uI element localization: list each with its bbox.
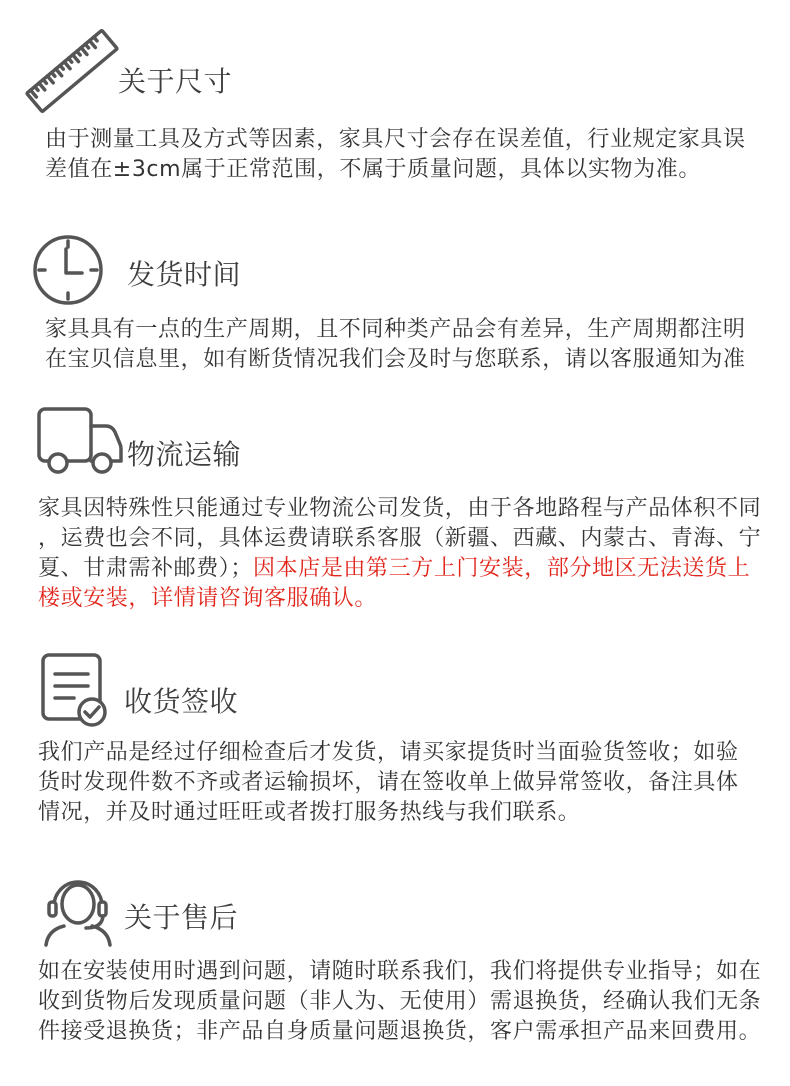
highlight-notice: 楼或安装，详情请咨询客服确认。 bbox=[38, 586, 378, 611]
body-line: 家具具有一点的生产周期，且不同种类产品会有差异，生产周期都注明 bbox=[45, 317, 746, 342]
body-line: 差值在±3cm属于正常范围，不属于质量问题，具体以实物为准。 bbox=[45, 157, 701, 182]
document-check-icon bbox=[40, 652, 110, 728]
body-line bbox=[38, 584, 761, 614]
body-line: 家具因特殊性只能通过专业物流公司发货，由于各地路程与产品体积不同 bbox=[38, 496, 762, 521]
body-text: 夏、甘肃需补邮费）； bbox=[38, 556, 254, 581]
body-line: ，运费也会不同，具体运费请联系客服（新疆、西藏、内蒙古、青海、宁 bbox=[38, 526, 762, 551]
section-body bbox=[45, 315, 746, 375]
customer-service-icon bbox=[40, 866, 115, 946]
body-line: 如在安装使用时遇到问题，请随时联系我们，我们将提供专业指导；如在 bbox=[38, 959, 762, 984]
section-body bbox=[38, 957, 761, 1047]
section-title: 收货签收 bbox=[124, 685, 239, 718]
body-line: 在宝贝信息里，如有断货情况我们会及时与您联系，请以客服通知为准 bbox=[45, 347, 746, 372]
body-line bbox=[38, 554, 761, 584]
section-body bbox=[38, 494, 761, 614]
section-body bbox=[45, 125, 746, 185]
body-line: 件接受退换货；非产品自身质量问题退换货，客户需承担产品来回费用。 bbox=[38, 1019, 762, 1044]
body-line: 收到货物后发现质量问题（非人为、无使用）需退换货，经确认我们无条 bbox=[38, 989, 762, 1014]
body-line: 货时发现件数不齐或者运输损坏，请在签收单上做异常签收，备注具体 bbox=[38, 770, 739, 795]
body-line: 我们产品是经过仔细检查后才发货，请买家提货时当面验货签收；如验 bbox=[38, 740, 739, 765]
section-title: 关于售后 bbox=[124, 901, 239, 934]
truck-icon bbox=[36, 406, 124, 476]
section-title: 关于尺寸 bbox=[118, 65, 233, 98]
section-body bbox=[38, 738, 739, 828]
section-title: 物流运输 bbox=[127, 438, 242, 471]
ruler-icon bbox=[24, 26, 120, 116]
body-line: 由于测量工具及方式等因素，家具尺寸会存在误差值，行业规定家具误 bbox=[45, 127, 746, 152]
highlight-notice: 因本店是由第三方上门安装，部分地区无法送货上 bbox=[253, 556, 751, 581]
body-line: 情况，并及时通过旺旺或者拨打服务热线与我们联系。 bbox=[38, 800, 581, 825]
section-title: 发货时间 bbox=[127, 258, 242, 291]
clock-icon bbox=[30, 232, 106, 308]
